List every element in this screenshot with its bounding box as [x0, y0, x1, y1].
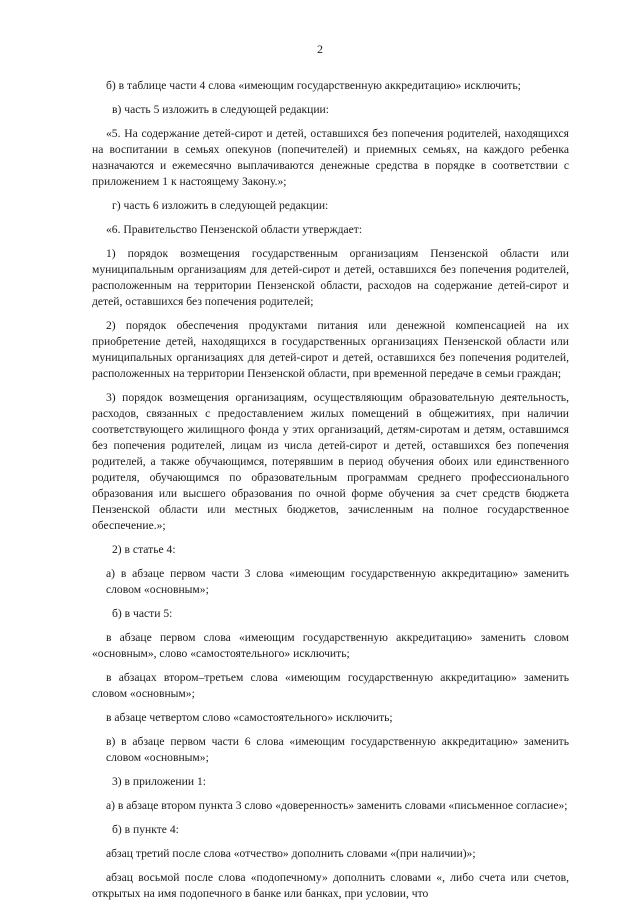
paragraph: «5. На содержание детей-сирот и детей, оставшихся без попечения родителей, находящихся на воспитании в семьях опекунов (попечителей) и приемных семьях, на каждого ребенка назначаются и ежемесячно выплачиваются денежные средства в порядке в соответствии с приложением 1 к настоящему Закону.»;	[92, 127, 569, 188]
paragraph: в) в абзаце первом части 6 слова «имеющим государственную аккредитацию» заменить словом «основным»;	[106, 735, 569, 764]
paragraph: б) в пункте 4:	[112, 823, 179, 836]
document-body	[92, 78, 569, 902]
paragraph: 1) порядок возмещения государственным организациям Пензенской области или муниципальным организациям для детей-сирот и детей, оставшихся без попечения родителей, расположенным на территории Пензенской области, расходов на содержание детей-сирот и детей, оставшихся без попечения родителей;	[92, 247, 569, 308]
paragraph: в) часть 5 изложить в следующей редакции:	[112, 103, 329, 116]
paragraph: г) часть 6 изложить в следующей редакции:	[112, 199, 329, 212]
paragraph: «6. Правительство Пензенской области утверждает:	[106, 223, 363, 236]
paragraph: 3) в приложении 1:	[112, 775, 206, 788]
paragraph: 2) в статье 4:	[112, 543, 176, 556]
paragraph: абзац восьмой после слова «подопечному» дополнить словами «, либо счета или счетов, открытых на имя подопечного в банке или банках, при условии, что	[92, 871, 569, 900]
paragraph: в абзаце первом слова «имеющим государственную аккредитацию» заменить словом «основным», слово «самостоятельного» исключить;	[92, 631, 569, 660]
paragraph: абзац третий после слова «отчество» дополнить словами «(при наличии)»;	[106, 847, 476, 860]
paragraph: б) в части 5:	[112, 607, 173, 620]
paragraph: а) в абзаце втором пункта 3 слово «доверенность» заменить словами «письменное согласие»;	[106, 799, 568, 812]
paragraph: в абзацах втором–третьем слова «имеющим государственную аккредитацию» заменить словом «основным»;	[92, 671, 569, 700]
paragraph: 3) порядок возмещения организациям, осуществляющим образовательную деятельность, расходов, связанных с предоставлением жилых помещений в общежитиях, при наличии соответствующего жилищного фонда у этих организаций, детям-сиротам и детям, оставшимся без попечения родителей, лицам из числа детей-сирот и детей, оставшихся без попечения родителей, а также обучающимся, потерявшим в период обучения обоих или единственного родителя, обучающимся по образовательным программам среднего профессионального образования или высшего образования по очной форме обучения за счет средств бюджета Пензенской области или местных бюджетов, зачисленным на полное государственное обеспечение.»;	[92, 391, 569, 532]
page-number: 2	[317, 42, 323, 56]
paragraph: 2) порядок обеспечения продуктами питания или денежной компенсацией на их приобретение детей, находящихся в государственных организациях Пензенской области или муниципальных организациях для детей-сирот и детей, оставшихся без попечения родителей, расположенных на территории Пензенской области, при временной передаче в семьи граждан;	[92, 319, 569, 380]
paragraph: б) в таблице части 4 слова «имеющим государственную аккредитацию» исключить;	[106, 79, 521, 92]
paragraph: в абзаце четвертом слово «самостоятельного» исключить;	[106, 711, 393, 724]
paragraph: а) в абзаце первом части 3 слова «имеющим государственную аккредитацию» заменить словом «основным»;	[106, 567, 569, 596]
